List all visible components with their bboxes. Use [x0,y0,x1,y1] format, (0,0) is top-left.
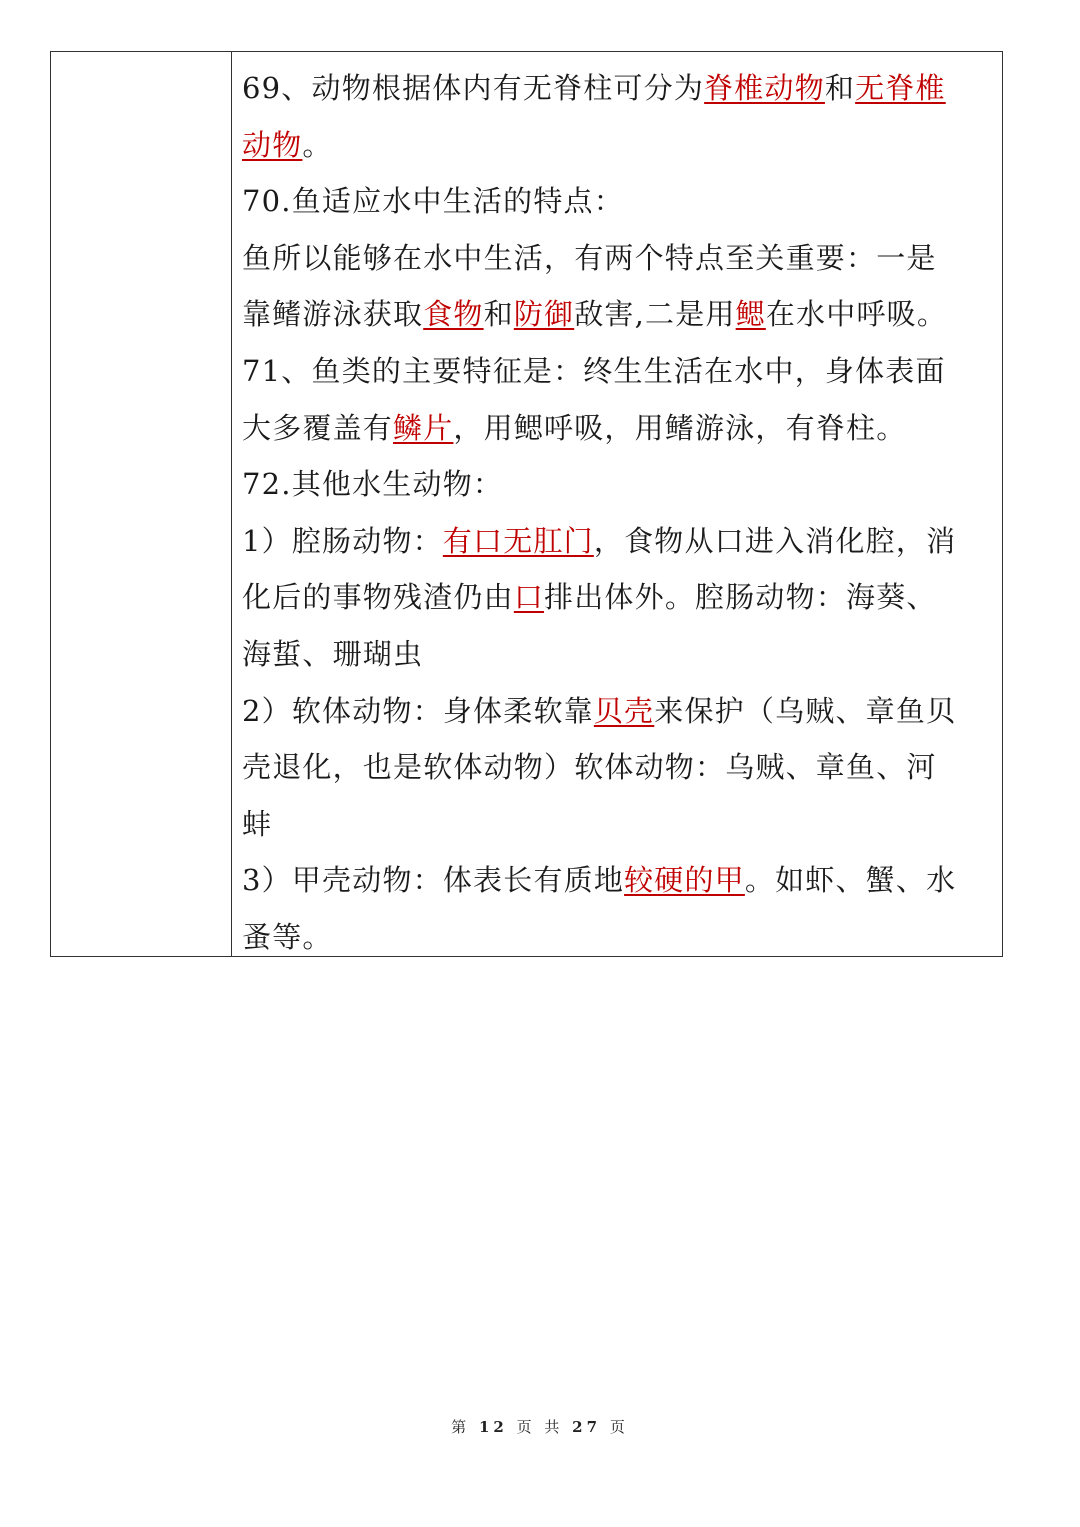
text-segment: 3）甲壳动物：体表长有质地 [242,863,625,898]
text-segment: 在水中呼吸。 [765,297,948,332]
text-segment: 大多覆盖有 [242,410,394,445]
text-line [242,852,994,909]
text-segment: 壳退化，也是软体动物）软体动物：乌贼、章鱼、河 [242,750,937,785]
highlighted-answer: 防御 [513,297,575,332]
text-segment: 蚤等。 [242,919,333,954]
text-segment: 鱼所以能够在水中生活，有两个特点至关重要：一是 [242,240,937,275]
text-segment: 海蜇、珊瑚虫 [242,636,424,671]
highlighted-answer: 鳃 [735,297,766,332]
highlighted-answer: 脊椎动物 [704,71,825,105]
text-line [242,739,994,796]
highlighted-answer: 口 [513,580,545,615]
text-segment: ，食物从口进入消化腔，消 [593,523,957,558]
text-segment: 来保护（乌贼、章鱼贝 [654,693,957,728]
text-line [242,796,994,853]
text-line [242,117,994,174]
text-segment: 69、动物根据体内有无脊柱可分为 [242,71,705,105]
text-line [242,569,994,626]
text-segment: 蚌 [242,806,273,841]
text-line [242,626,994,683]
highlighted-answer: 无脊椎 [855,71,946,105]
text-segment: 敌害,二是用 [574,297,736,332]
text-segment: 2）软体动物：身体柔软靠 [242,693,594,728]
text-segment: 靠鳍游泳获取 [242,297,424,332]
text-line [242,456,994,513]
text-line [242,909,994,966]
footer-prefix: 第 [451,1418,471,1436]
highlighted-answer: 鳞片 [393,410,454,445]
current-page-number: 12 [478,1418,508,1436]
text-segment: 1）腔肠动物： [242,523,443,558]
table-left-cell [51,52,232,956]
text-segment: 排出体外。腔肠动物：海葵、 [544,580,937,615]
text-line [242,60,994,117]
table-content-cell [232,52,1002,956]
text-line [242,230,994,287]
text-segment: 。如虾、蟹、水 [744,863,957,898]
footer-middle: 页 共 [516,1418,564,1436]
text-line [242,343,994,400]
text-line [242,683,994,740]
highlighted-answer: 贝壳 [593,693,655,728]
footer-suffix: 页 [609,1418,629,1436]
text-segment: 。 [302,127,333,162]
text-line [242,286,994,343]
highlighted-answer: 动物 [242,127,303,162]
text-line [242,400,994,457]
text-segment: 和 [824,71,856,105]
highlighted-answer: 较硬的甲 [624,863,745,898]
text-line [242,513,994,570]
text-segment: ，用鳃呼吸，用鳍游泳，有脊柱。 [453,410,907,445]
page-footer [0,1416,1080,1437]
text-segment: 和 [483,297,514,332]
highlighted-answer: 有口无肛门 [442,523,594,558]
text-segment: 71、鱼类的主要特征是：终生生活在水中，身体表面 [242,353,946,388]
highlighted-answer: 食物 [423,297,484,332]
text-segment: 70.鱼适应水中生活的特点： [242,184,624,219]
text-line [242,173,994,230]
total-page-count: 27 [572,1418,602,1436]
text-segment: 化后的事物残渣仍由 [242,580,514,615]
text-segment: 72.其他水生动物： [242,467,504,502]
notes-table [50,51,1003,957]
